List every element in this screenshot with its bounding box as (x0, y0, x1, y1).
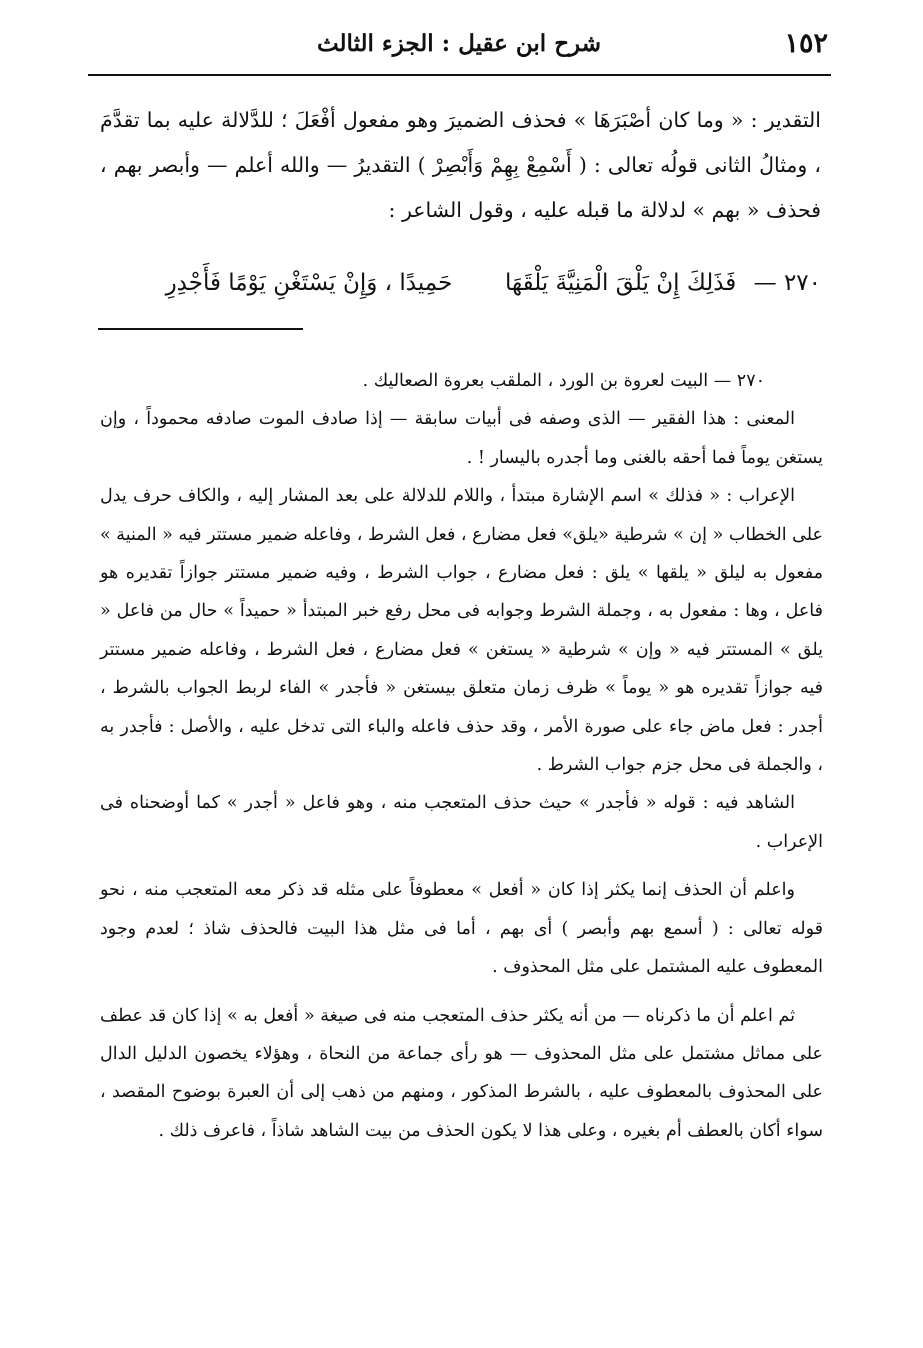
note-meaning: المعنى : هذا الفقير — الذى وصفه فى أبيات سابقة — إذا صادف الموت صادفه محموداً ، وإن يستغن يوماً فما أحقه بالغنى وما أجدره باليسار ! . (100, 409, 823, 468)
footnotes (100, 362, 823, 1150)
page-header (90, 22, 828, 66)
verse-first-hemistich: فَذَلِكَ إِنْ يَلْقَ الْمَنِيَّةَ يَلْقَهَا (504, 270, 737, 296)
main-text (100, 98, 821, 233)
footnote-rule (98, 328, 303, 330)
note-parsing: الإعراب : « فذلك » اسم الإشارة مبتدأ ، واللام للدلالة على بعد المشار إليه ، والكاف حرف يدل على الخطاب « إن » شرطية «يلق» فعل مضارع ، فعل الشرط ، وفاعله ضمير مستتر فيه « المنية » مفعول به ليلق « يلقها » يلق : فعل مضارع ، جواب الشرط ، وفيه ضمير مستتر جوازاً تقديره هو فاعل ، وها : مفعول به ، وجملة الشرط وجوابه فى محل رفع خبر المبتدأ « حميداً » حال من فاعل « يلق » المستتر فيه « وإن » شرطية « يستغن » فعل مضارع ، فعل الشرط ، وفاعله ضمير مستتر فيه جوازاً تقديره هو « يوماً » ظرف زمان متعلق بيستغن « فأجدر » الفاء لربط الجواب بالشرط ، أجدر : فعل ماض جاء على صورة الأمر ، وقد حذف فاعله والباء التى تدخل عليه ، والأصل : فأجدر به ، والجملة فى محل جزم جواب الشرط . (100, 486, 823, 776)
page-number: ١٥٢ (784, 28, 828, 59)
verse-second-hemistich: حَمِيدًا ، وَإِنْ يَسْتَغْنِ يَوْمًا فَأَجْدِرِ (165, 270, 453, 296)
main-paragraph: التقدير : « وما كان أصْبَرَهَا » فحذف الضميرَ وهو مفعول أفْعَلَ ؛ للدَّلالة عليه بما تقدَّمَ ، ومثالُ الثانى قولُه تعالى : ( أَسْمِعْ بِهِمْ وَأَبْصِرْ ) التقديرُ — والله أعلم — وأبصر بهم ، فحذف « بهم » لدلالة ما قبله عليه ، وقول الشاعر : (100, 108, 821, 222)
header-rule (88, 74, 831, 76)
note-remark-1: واعلم أن الحذف إنما يكثر إذا كان « أفعل » معطوفاً على مثله قد ذكر معه المتعجب منه ، نحو قوله تعالى : ( أسمع بهم وأبصر ) أى بهم ، أما فى مثل هذا البيت فالحذف شاذ ؛ لعدم وجود المعطوف عليه المشتمل على مثل المحذوف . (100, 880, 823, 978)
note-remark-2: ثم اعلم أن ما ذكرناه — من أنه يكثر حذف المتعجب منه فى صيغة « أفعل به » إذا كان قد عطف على مماثل مشتمل على مثل المحذوف — هو رأى جماعة من النحاة ، وهؤلاء يخصون الدليل الدال على المحذوف بالمعطوف عليه ، بالشرط المذكور ، ومنهم من ذهب إلى أن العبرة بوضوح المقصد ، سواء أكان بالعطف أم بغيره ، وعلى هذا لا يكون الحذف من بيت الشاهد شاذاً ، فاعرف ذلك . (100, 1005, 823, 1141)
note-evidence: الشاهد فيه : قوله « فأجدر » حيث حذف المتعجب منه ، وهو فاعل « أجدر » كما أوضحناه فى الإعراب . (100, 793, 823, 852)
note-source: ٢٧٠ — البيت لعروة بن الورد ، الملقب بعروة الصعاليك . (362, 371, 765, 391)
running-title: شرح ابن عقيل : الجزء الثالث (316, 30, 602, 57)
verse-270 (100, 262, 821, 304)
verse-number: ٢٧٠ — (753, 270, 821, 296)
